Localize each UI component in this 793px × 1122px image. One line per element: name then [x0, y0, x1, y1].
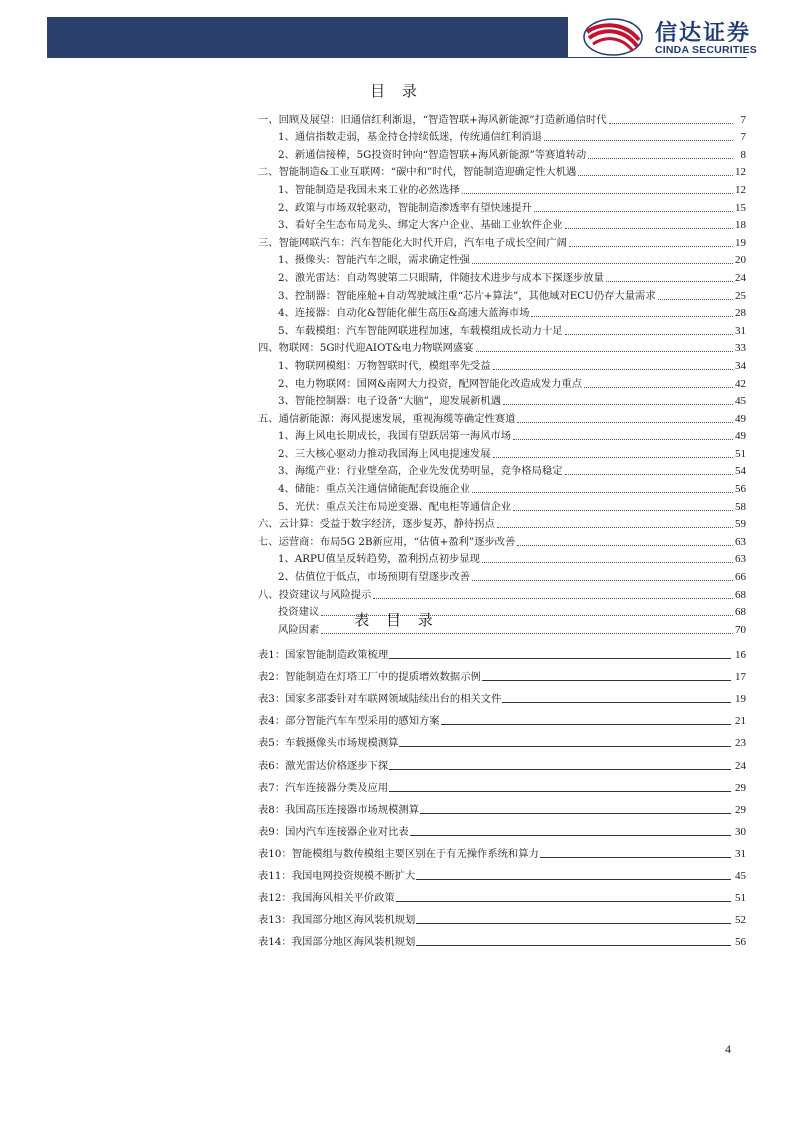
- toc-entry-page: 51: [735, 447, 746, 460]
- table-entry[interactable]: [258, 750, 746, 772]
- toc-leader: [482, 562, 733, 563]
- header-rule: [47, 57, 747, 58]
- table-entry-page: 23: [735, 737, 746, 750]
- table-entry-page: 29: [735, 781, 746, 794]
- table-entry[interactable]: [258, 905, 746, 927]
- table-leader: [389, 658, 731, 659]
- table-entry-page: 17: [735, 671, 746, 684]
- table-entry-page: 24: [735, 759, 746, 772]
- toc-entry-page: 12: [735, 166, 746, 179]
- toc-leader: [472, 492, 733, 493]
- toc-entry-label: 三、智能网联汽车：汽车智能化大时代开启，汽车电子成长空间广阔: [258, 236, 567, 249]
- toc-leader: [472, 263, 733, 264]
- toc-entry[interactable]: [258, 179, 746, 197]
- list-of-tables: [258, 640, 746, 949]
- tables-title: 表 目 录: [354, 611, 439, 629]
- table-leader: [389, 791, 731, 792]
- toc-entry[interactable]: [258, 514, 746, 532]
- table-of-contents: [258, 109, 746, 637]
- table-leader: [502, 702, 731, 703]
- table-leader: [389, 769, 731, 770]
- table-leader: [416, 879, 731, 880]
- toc-leader: [513, 510, 733, 511]
- toc-entry-page: 24: [735, 271, 746, 284]
- toc-entry[interactable]: [258, 496, 746, 514]
- toc-entry-label: 2、新通信接棒，5G投资时钟向“智造智联+海风新能源”等赛道转动: [278, 148, 587, 161]
- toc-entry-page: 20: [735, 254, 746, 267]
- toc-leader: [531, 316, 733, 317]
- table-entry-label: 表1：国家智能制造政策梳理: [258, 649, 389, 662]
- toc-entry-label: 2、激光雷达：自动驾驶第二只眼睛，伴随技术进步与成本下探逐步放量: [278, 271, 604, 284]
- table-entry-page: 19: [735, 693, 746, 706]
- toc-leader: [462, 193, 733, 194]
- toc-entry-label: 1、智能制造是我国未来工业的必然选择: [278, 183, 460, 196]
- toc-entry-label: 4、储能：重点关注通信储能配套设施企业: [278, 483, 470, 496]
- table-leader: [416, 923, 731, 924]
- table-entry[interactable]: [258, 640, 746, 662]
- toc-leader: [565, 228, 733, 229]
- table-entry-page: 51: [735, 892, 746, 905]
- toc-leader: [606, 281, 733, 282]
- table-entry[interactable]: [258, 773, 746, 795]
- page-number: 4: [725, 1042, 731, 1056]
- toc-entry-page: 7: [740, 131, 746, 144]
- toc-entry-label: 5、光伏：重点关注布局逆变器、配电柜等通信企业: [278, 500, 512, 513]
- table-entry[interactable]: [258, 795, 746, 817]
- table-entry[interactable]: [258, 684, 746, 706]
- toc-entry-label: 四、物联网：5G时代迎AIOT&电力物联网盛宴: [258, 342, 474, 355]
- toc-entry-label: 五、通信新能源：海风提速发展，重视海缆等确定性赛道: [258, 412, 516, 425]
- toc-entry[interactable]: [258, 338, 746, 356]
- toc-leader: [493, 369, 734, 370]
- toc-entry[interactable]: [258, 250, 746, 268]
- toc-leader: [584, 387, 733, 388]
- toc-entry-label: 六、云计算：受益于数字经济，逐步复苏，静待拐点: [258, 518, 495, 531]
- table-entry[interactable]: [258, 861, 746, 883]
- table-entry-page: 29: [735, 803, 746, 816]
- toc-leader: [588, 158, 733, 159]
- toc-leader: [497, 527, 733, 528]
- toc-entry[interactable]: [258, 127, 746, 145]
- toc-entry[interactable]: [258, 162, 746, 180]
- toc-entry[interactable]: [258, 267, 746, 285]
- toc-entry-label: 一、回顾及展望：旧通信红利渐退，“智造智联+海风新能源”打造新通信时代: [258, 113, 607, 126]
- toc-leader: [503, 404, 733, 405]
- table-entry-label: 表8：我国高压连接器市场规模测算: [258, 803, 420, 816]
- toc-leader: [472, 580, 733, 581]
- toc-entry-page: 19: [735, 236, 746, 249]
- toc-entry-label: 投资建议: [278, 606, 320, 619]
- toc-entry[interactable]: [258, 426, 746, 444]
- table-entry[interactable]: [258, 927, 746, 949]
- table-entry[interactable]: [258, 706, 746, 728]
- toc-entry[interactable]: [258, 215, 746, 233]
- table-entry-page: 16: [735, 649, 746, 662]
- toc-entry-label: 八、投资建议与风险提示: [258, 588, 372, 601]
- table-entry-label: 表11：我国电网投资规模不断扩大: [258, 870, 416, 883]
- table-entry-page: 45: [735, 870, 746, 883]
- toc-leader: [373, 598, 733, 599]
- toc-entry-page: 31: [735, 324, 746, 337]
- toc-entry-page: 45: [735, 395, 746, 408]
- toc-leader: [517, 422, 733, 423]
- toc-entry-label: 二、智能制造&工业互联网：“碳中和”时代，智能制造迎确定性大机遇: [258, 166, 577, 179]
- table-entry-label: 表2：智能制造在灯塔工厂中的提质增效数据示例: [258, 671, 481, 684]
- table-entry-label: 表4：部分智能汽车车型采用的感知方案: [258, 715, 440, 728]
- toc-entry-page: 68: [735, 588, 746, 601]
- toc-entry-page: 28: [735, 307, 746, 320]
- table-leader: [399, 746, 731, 747]
- toc-entry-page: 70: [735, 623, 746, 636]
- toc-entry-label: 1、通信指数走弱，基金持仓持续低迷，传统通信红利消退: [278, 131, 542, 144]
- table-entry-label: 表7：汽车连接器分类及应用: [258, 781, 389, 794]
- toc-entry[interactable]: [258, 285, 746, 303]
- toc-entry-page: 15: [735, 201, 746, 214]
- toc-leader: [565, 334, 733, 335]
- toc-entry-page: 18: [735, 219, 746, 232]
- toc-entry[interactable]: [258, 355, 746, 373]
- toc-entry-page: 42: [735, 377, 746, 390]
- toc-leader: [513, 439, 733, 440]
- toc-entry[interactable]: [258, 303, 746, 321]
- table-entry-label: 表12：我国海风相关平价政策: [258, 892, 395, 905]
- toc-entry-label: 3、控制器：智能座舱+自动驾驶域注重“芯片+算法”，其他域对ECU仍存大量需求: [278, 289, 656, 302]
- toc-entry[interactable]: [258, 566, 746, 584]
- toc-entry[interactable]: [258, 584, 746, 602]
- toc-entry-page: 68: [735, 606, 746, 619]
- toc-entry-page: 59: [735, 518, 746, 531]
- table-entry-page: 30: [735, 825, 746, 838]
- toc-title: 目 录: [370, 82, 423, 100]
- table-entry-label: 表10：智能模组与数传模组主要区别在于有无操作系统和算力: [258, 847, 539, 860]
- table-entry[interactable]: [258, 662, 746, 684]
- toc-entry[interactable]: [258, 109, 746, 127]
- table-entry-label: 表3：国家多部委针对车联网领域陆续出台的相关文件: [258, 693, 502, 706]
- logo-english-name: CINDA SECURITIES: [655, 44, 757, 56]
- table-entry-page: 31: [735, 847, 746, 860]
- toc-leader: [544, 140, 733, 141]
- toc-entry-page: 33: [735, 342, 746, 355]
- table-leader: [410, 835, 731, 836]
- toc-entry-page: 34: [735, 359, 746, 372]
- toc-entry[interactable]: [258, 531, 746, 549]
- table-leader: [396, 901, 731, 902]
- toc-entry-page: 63: [735, 535, 746, 548]
- toc-entry-label: 5、车载模组：汽车智能网联进程加速，车载模组成长动力十足: [278, 324, 563, 337]
- toc-entry[interactable]: [258, 373, 746, 391]
- toc-entry-label: 1、摄像头：智能汽车之眼，需求确定性强: [278, 254, 470, 267]
- table-entry-page: 56: [735, 936, 746, 949]
- table-entry[interactable]: [258, 839, 746, 861]
- logo-chinese-name: 信达证券: [655, 21, 752, 46]
- toc-leader: [569, 246, 733, 247]
- toc-entry-page: 49: [735, 412, 746, 425]
- toc-entry-label: 1、ARPU值呈反转趋势，盈利拐点初步显现: [278, 553, 480, 566]
- table-leader: [540, 857, 731, 858]
- toc-entry-label: 七、运营商：布局5G 2B新应用，“估值+盈利”逐步改善: [258, 535, 516, 548]
- toc-entry-page: 56: [735, 483, 746, 496]
- toc-leader: [321, 633, 733, 634]
- table-entry-page: 52: [735, 914, 746, 927]
- table-leader: [416, 945, 731, 946]
- toc-entry[interactable]: [258, 461, 746, 479]
- toc-entry-page: 54: [735, 465, 746, 478]
- table-entry-page: 21: [735, 715, 746, 728]
- table-entry-label: 表6：激光雷达价格逐步下探: [258, 759, 389, 772]
- table-leader: [482, 680, 731, 681]
- table-leader: [420, 813, 731, 814]
- table-entry[interactable]: [258, 883, 746, 905]
- toc-entry-label: 3、看好全生态布局龙头、绑定大客户企业、基础工业软件企业: [278, 219, 563, 232]
- table-entry-label: 表9：国内汽车连接器企业对比表: [258, 825, 409, 838]
- toc-entry[interactable]: [258, 232, 746, 250]
- toc-entry-page: 63: [735, 553, 746, 566]
- toc-leader: [476, 351, 733, 352]
- toc-entry-page: 7: [740, 113, 746, 126]
- toc-entry-label: 3、智能控制器：电子设备“大脑”，迎发展新机遇: [278, 395, 502, 408]
- toc-entry-page: 49: [735, 430, 746, 443]
- toc-entry-label: 2、三大核心驱动力推动我国海上风电提速发展: [278, 447, 491, 460]
- toc-entry[interactable]: [258, 197, 746, 215]
- toc-entry[interactable]: [258, 549, 746, 567]
- toc-entry-label: 1、物联网模组：万物智联时代，模组率先受益: [278, 359, 491, 372]
- toc-entry[interactable]: [258, 408, 746, 426]
- table-entry-label: 表5：车载摄像头市场规模测算: [258, 737, 399, 750]
- toc-entry-page: 12: [735, 183, 746, 196]
- table-entry[interactable]: [258, 817, 746, 839]
- toc-leader: [658, 299, 733, 300]
- toc-entry-label: 3、海缆产业：行业壁垒高，企业先发优势明显，竞争格局稳定: [278, 465, 563, 478]
- cinda-logo-icon: [583, 18, 643, 56]
- toc-entry[interactable]: [258, 391, 746, 409]
- toc-entry-page: 66: [735, 571, 746, 584]
- toc-entry-label: 2、政策与市场双轮驱动，智能制造渗透率有望快速提升: [278, 201, 532, 214]
- toc-entry-label: 1、海上风电长期成长，我国有望跃居第一海风市场: [278, 430, 512, 443]
- table-leader: [441, 724, 731, 725]
- toc-entry-page: 58: [735, 500, 746, 513]
- toc-leader: [609, 123, 733, 124]
- toc-leader: [517, 545, 733, 546]
- toc-entry-label: 风险因素: [278, 623, 320, 636]
- toc-leader: [578, 175, 733, 176]
- toc-entry-label: 4、连接器：自动化&智能化催生高压&高速大蓝海市场: [278, 307, 530, 320]
- toc-leader: [534, 211, 733, 212]
- toc-entry[interactable]: [258, 443, 746, 461]
- table-entry-label: 表14：我国部分地区海风装机规划: [258, 936, 416, 949]
- table-entry[interactable]: [258, 728, 746, 750]
- header-bar: [47, 17, 568, 57]
- toc-entry[interactable]: [258, 478, 746, 496]
- toc-entry-page: 25: [735, 289, 746, 302]
- toc-leader: [493, 457, 734, 458]
- toc-entry-label: 2、估值位于低点，市场预期有望逐步改善: [278, 571, 470, 584]
- toc-entry[interactable]: [258, 320, 746, 338]
- toc-leader: [565, 474, 733, 475]
- toc-entry-label: 2、电力物联网：国网&南网大力投资，配网智能化改造成发力重点: [278, 377, 583, 390]
- toc-entry-page: 8: [740, 148, 746, 161]
- table-entry-label: 表13：我国部分地区海风装机规划: [258, 914, 416, 927]
- toc-entry[interactable]: [258, 144, 746, 162]
